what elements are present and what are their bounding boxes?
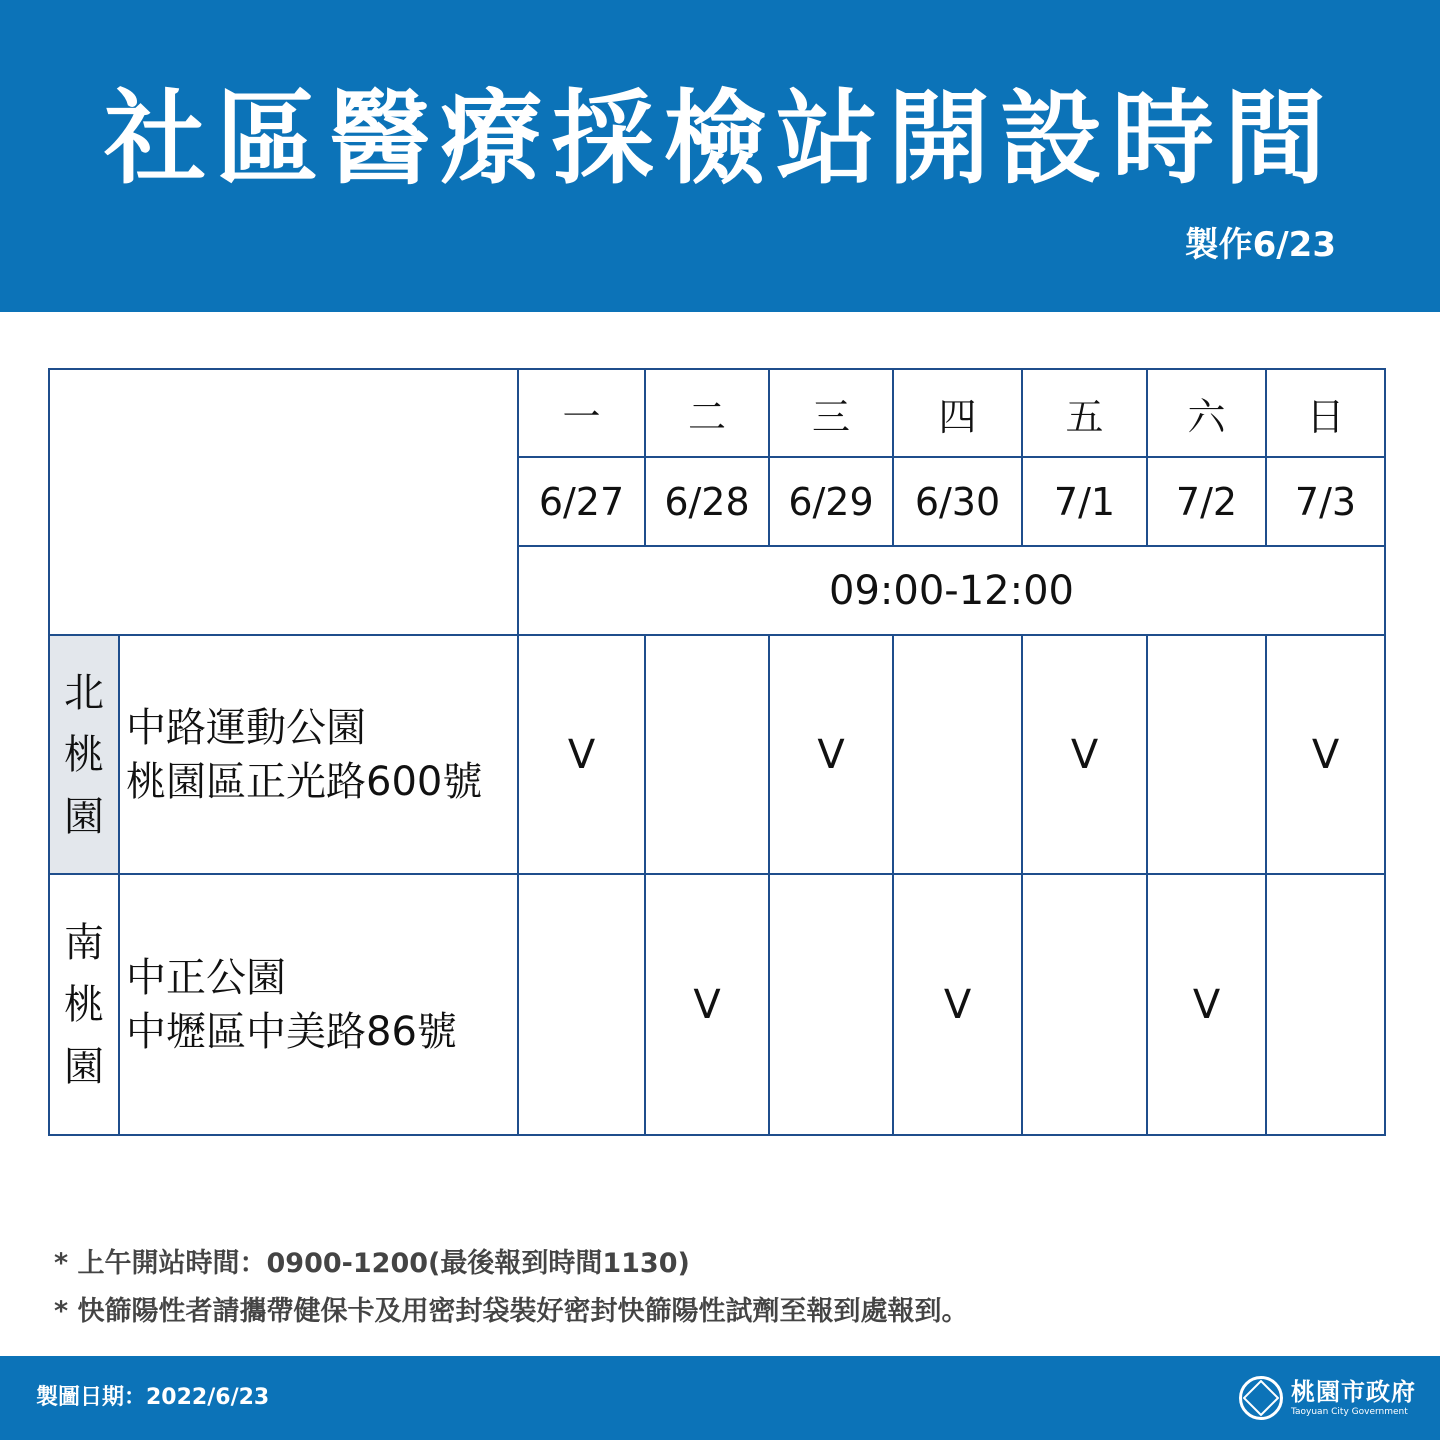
day-cell: 二 [645, 369, 769, 457]
region-char: 桃 [64, 731, 104, 778]
day-cell: 五 [1022, 369, 1147, 457]
day-cell: 四 [893, 369, 1022, 457]
logo-text-en: Taoyuan City Government [1291, 1407, 1408, 1417]
note-line: * 快篩陽性者請攜帶健保卡及用密封袋裝好密封快篩陽性試劑至報到處報到。 [54, 1296, 969, 1327]
notes [54, 1240, 969, 1336]
date-cell: 7/1 [1022, 457, 1147, 546]
open-mark [645, 635, 769, 874]
open-mark: V [1147, 874, 1266, 1135]
open-mark [518, 874, 645, 1135]
region-char: 南 [64, 919, 104, 966]
logo-text-zh: 桃園市政府 [1291, 1378, 1416, 1406]
corner-cell [49, 369, 518, 635]
location-name: 中正公園 [126, 954, 286, 1001]
note-line: * 上午開站時間：0900-1200(最後報到時間1130) [54, 1248, 690, 1279]
day-cell: 一 [518, 369, 645, 457]
open-mark: V [1022, 635, 1147, 874]
open-mark: V [1266, 635, 1385, 874]
date-cell: 6/27 [518, 457, 645, 546]
header-banner [0, 0, 1440, 312]
open-mark: V [893, 874, 1022, 1135]
government-logo [1239, 1370, 1416, 1426]
open-mark: V [769, 635, 893, 874]
day-cell: 六 [1147, 369, 1266, 457]
region-char: 北 [64, 669, 104, 716]
made-date: 製作6/23 [1184, 225, 1336, 265]
open-mark [769, 874, 893, 1135]
date-cell: 6/28 [645, 457, 769, 546]
day-cell: 三 [769, 369, 893, 457]
region-char: 桃 [64, 981, 104, 1028]
region-char: 園 [64, 1043, 104, 1090]
time-cell: 09:00-12:00 [518, 546, 1385, 635]
location-cell [119, 635, 518, 874]
open-mark [1147, 635, 1266, 874]
region-north [49, 635, 119, 874]
footer-bar [0, 1356, 1440, 1440]
schedule-table [48, 368, 1386, 1136]
open-mark [1266, 874, 1385, 1135]
location-name: 中路運動公園 [126, 704, 366, 751]
page-title: 社區醫療採檢站開設時間 [104, 80, 1336, 199]
seal-icon [1239, 1376, 1283, 1420]
date-cell: 7/3 [1266, 457, 1385, 546]
open-mark [893, 635, 1022, 874]
day-cell: 日 [1266, 369, 1385, 457]
region-char: 園 [64, 793, 104, 840]
date-cell: 6/30 [893, 457, 1022, 546]
open-mark: V [518, 635, 645, 874]
open-mark: V [645, 874, 769, 1135]
location-address: 中壢區中美路86號 [126, 1008, 457, 1055]
region-south [49, 874, 119, 1135]
location-address: 桃園區正光路600號 [126, 758, 483, 805]
footer-date: 製圖日期：2022/6/23 [36, 1385, 270, 1410]
date-cell: 6/29 [769, 457, 893, 546]
location-cell [119, 874, 518, 1135]
date-cell: 7/2 [1147, 457, 1266, 546]
open-mark [1022, 874, 1147, 1135]
